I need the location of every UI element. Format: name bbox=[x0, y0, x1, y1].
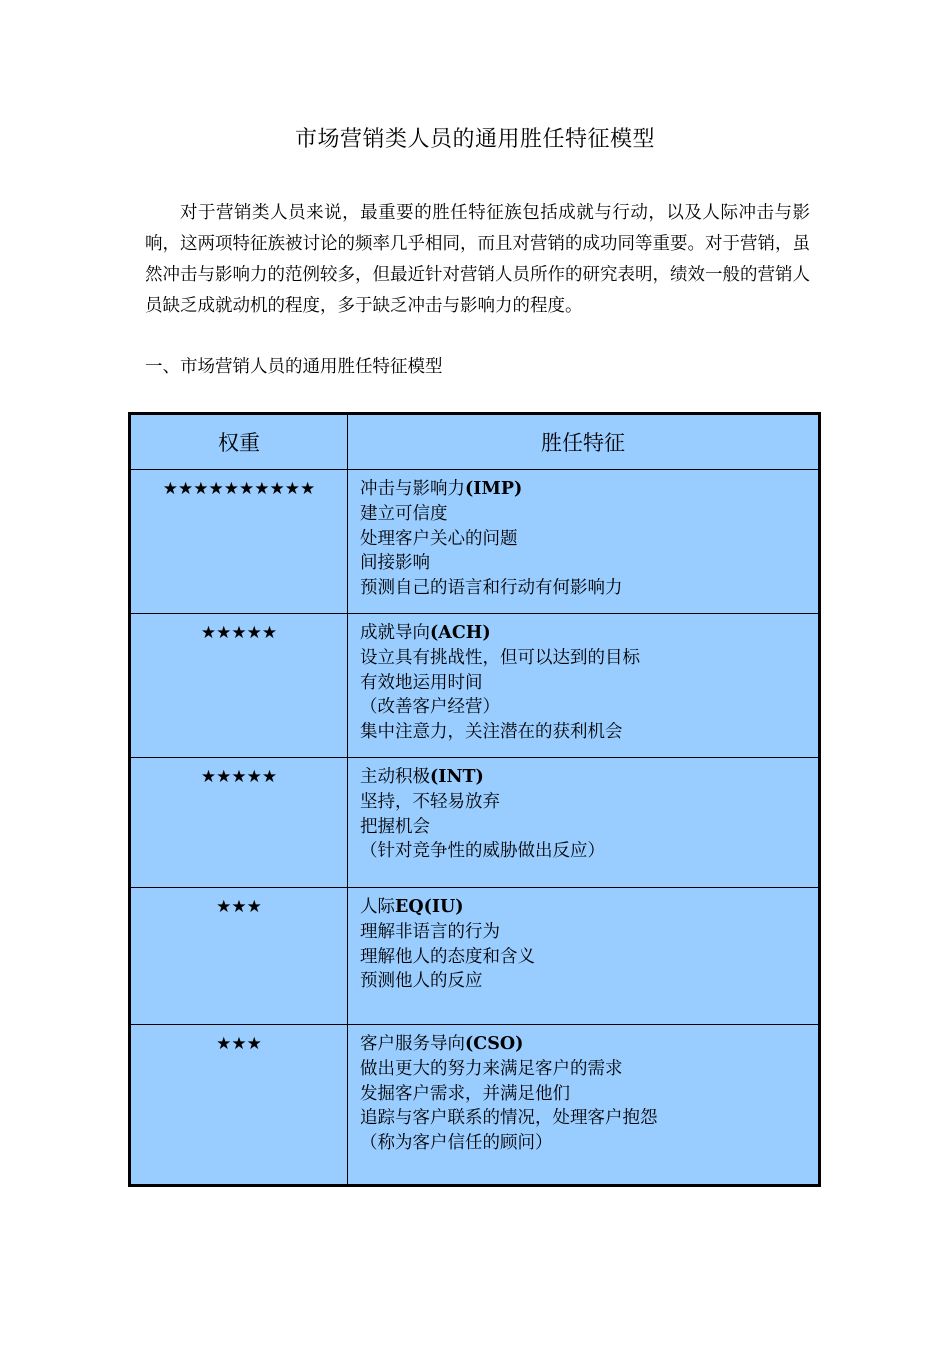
trait-item: （针对竞争性的威胁做出反应） bbox=[360, 841, 605, 862]
trait-item: 坚持，不轻易放弃 bbox=[360, 791, 500, 812]
header-weight: 权重 bbox=[130, 414, 348, 470]
trait-title bbox=[360, 765, 818, 790]
trait-name: 成就导向 bbox=[360, 623, 430, 643]
trait-item: 设立具有挑战性，但可以达到的目标 bbox=[360, 647, 640, 668]
section-heading: 一、市场营销人员的通用胜任特征模型 bbox=[145, 357, 443, 377]
weight-stars: ★★★★★★★★★★ bbox=[130, 470, 348, 614]
trait-cell bbox=[348, 758, 820, 888]
trait-title bbox=[360, 477, 818, 502]
table-row bbox=[130, 1025, 820, 1186]
table-row bbox=[130, 758, 820, 888]
trait-title bbox=[360, 621, 818, 646]
weight-stars: ★★★ bbox=[130, 1025, 348, 1186]
trait-code: (ACH) bbox=[430, 623, 491, 643]
trait-code: (CSO) bbox=[465, 1034, 524, 1054]
trait-item: 把握机会 bbox=[360, 816, 430, 837]
trait-title bbox=[360, 895, 818, 920]
trait-item: 有效地运用时间 bbox=[360, 672, 483, 693]
trait-name: 主动积极 bbox=[360, 767, 430, 787]
table-row bbox=[130, 888, 820, 1025]
trait-code: EQ(IU) bbox=[395, 897, 464, 917]
trait-title bbox=[360, 1032, 818, 1057]
weight-stars: ★★★★★ bbox=[130, 758, 348, 888]
trait-cell bbox=[348, 470, 820, 614]
trait-item: （称为客户信任的顾问） bbox=[360, 1133, 553, 1154]
competency-model-table bbox=[128, 412, 821, 1187]
trait-item: 理解他人的态度和含义 bbox=[360, 946, 535, 967]
intro-paragraph: 对于营销类人员来说，最重要的胜任特征族包括成就与行动，以及人际冲击与影响，这两项特征族被讨论的频率几乎相同，而且对营销的成功同等重要。对于营销，虽然冲击与影响力的范例较多，但最近针对营销人员所作的研究表明，绩效一般的营销人员缺乏成就动机的程度，多于缺乏冲击与影响力的程度。 bbox=[145, 203, 810, 316]
trait-item: 建立可信度 bbox=[360, 503, 448, 524]
trait-item: 预测自己的语言和行动有何影响力 bbox=[360, 578, 623, 599]
trait-cell bbox=[348, 614, 820, 758]
weight-stars: ★★★★★ bbox=[130, 614, 348, 758]
trait-name: 客户服务导向 bbox=[360, 1034, 465, 1054]
trait-item: （改善客户经营） bbox=[360, 697, 500, 718]
header-competency: 胜任特征 bbox=[348, 414, 820, 470]
trait-name: 冲击与影响力 bbox=[360, 479, 465, 499]
trait-item: 追踪与客户联系的情况，处理客户抱怨 bbox=[360, 1108, 658, 1129]
trait-item: 预测他人的反应 bbox=[360, 971, 483, 992]
trait-item: 集中注意力，关注潜在的获利机会 bbox=[360, 722, 623, 743]
page-title: 市场营销类人员的通用胜任特征模型 bbox=[294, 127, 655, 152]
trait-item: 发掘客户需求，并满足他们 bbox=[360, 1083, 570, 1104]
table-row bbox=[130, 614, 820, 758]
table-row bbox=[130, 470, 820, 614]
trait-name: 人际 bbox=[360, 897, 395, 917]
trait-code: (IMP) bbox=[465, 479, 523, 499]
trait-cell bbox=[348, 888, 820, 1025]
weight-stars: ★★★ bbox=[130, 888, 348, 1025]
trait-item: 理解非语言的行为 bbox=[360, 921, 500, 942]
trait-item: 间接影响 bbox=[360, 553, 430, 574]
table-header-row bbox=[130, 414, 820, 470]
trait-item: 处理客户关心的问题 bbox=[360, 528, 518, 549]
trait-cell bbox=[348, 1025, 820, 1186]
trait-item: 做出更大的努力来满足客户的需求 bbox=[360, 1058, 623, 1079]
trait-code: (INT) bbox=[430, 767, 484, 787]
